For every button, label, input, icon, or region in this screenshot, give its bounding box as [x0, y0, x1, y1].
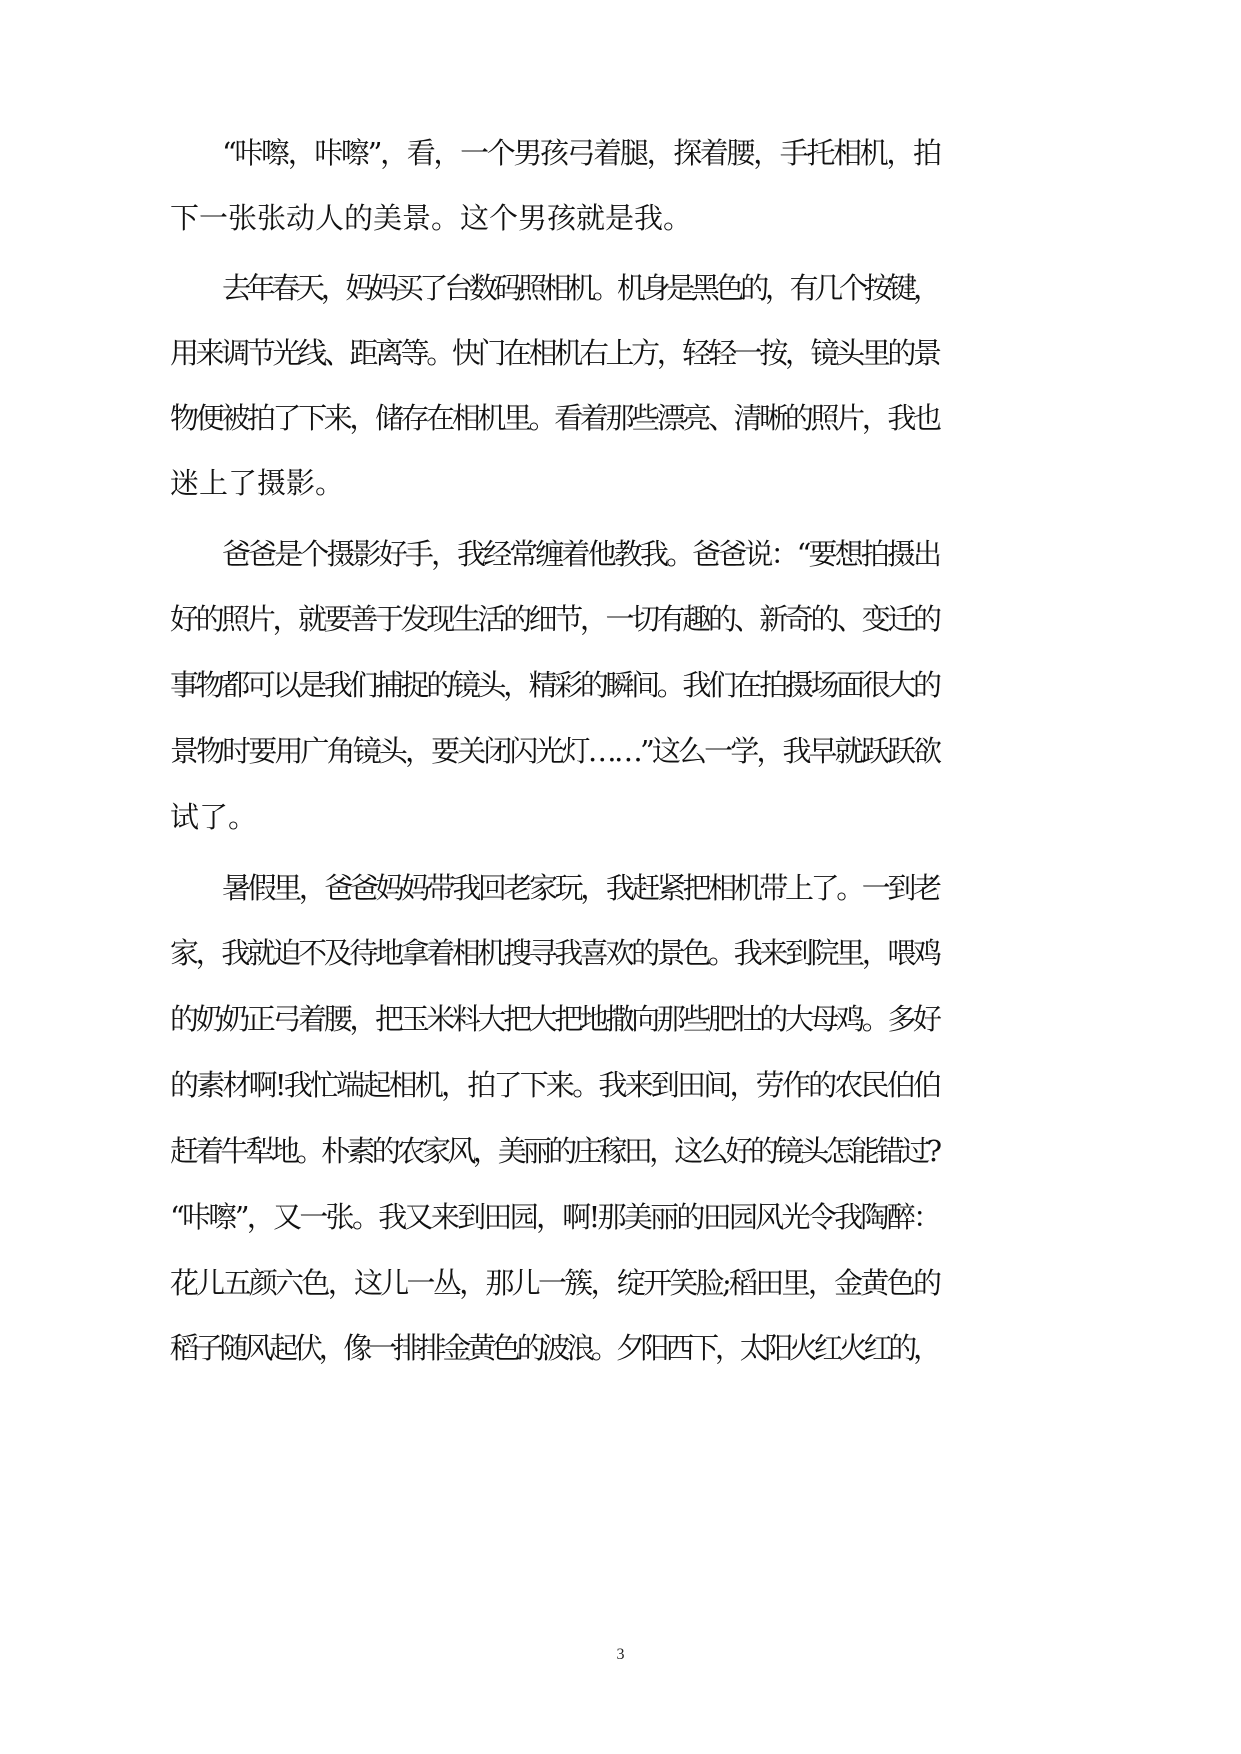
text-line: 景物时要用广角镜头，要关闭闪光灯……”这么一学，我早就跃跃欲 [170, 734, 940, 768]
text-line: “咔嚓，咔嚓”，看，一个男孩弓着腿，探着腰，手托相机，拍 [222, 136, 940, 170]
text-line: 的奶奶正弓着腰，把玉米料大把大把地撒向那些肥壮的大母鸡。多好 [170, 1002, 939, 1036]
paragraph-3-line-5 [0, 787, 1241, 847]
page-number: 3 [616, 1646, 625, 1663]
paragraph-4-line-7 [0, 1253, 1241, 1313]
text-line: 物便被拍了下来，储存在相机里。看着那些漂亮、清晰的照片，我也 [170, 401, 939, 435]
paragraph-2-line-3 [0, 388, 1241, 448]
paragraph-3-line-3 [0, 655, 1241, 715]
text-line: 赶着牛犁地。朴素的农家风，美丽的庄稼田，这么好的镜头怎能错过? [170, 1134, 939, 1168]
paragraph-3-line-1 [0, 524, 1241, 584]
paragraph-2-line-4 [0, 453, 1241, 513]
paragraph-2-line-2 [0, 323, 1241, 383]
paragraph-4-line-2 [0, 923, 1241, 983]
paragraph-4-line-6 [0, 1187, 1241, 1247]
text-line: 的素材啊!我忙端起相机，拍了下来。我来到田间，劳作的农民伯伯 [170, 1068, 940, 1102]
paragraph-4-line-4 [0, 1055, 1241, 1115]
paragraph-4-line-8 [0, 1318, 1241, 1378]
paragraph-3-line-4 [0, 721, 1241, 781]
text-line: 家，我就迫不及待地拿着相机搜寻我喜欢的景色。我来到院里，喂鸡 [170, 936, 939, 970]
text-line: 暑假里，爸爸妈妈带我回老家玩，我赶紧把相机带上了。一到老 [222, 871, 939, 905]
text-line: 去年春天，妈妈买了台数码照相机。机身是黑色的，有几个按键， [222, 271, 938, 305]
paragraph-1-line-1 [0, 123, 1241, 183]
paragraph-3-line-2 [0, 589, 1241, 649]
text-line: 花儿五颜六色，这儿一丛，那儿一簇，绽开笑脸;稻田里，金黄色的 [170, 1266, 940, 1300]
paragraph-2-line-1 [0, 258, 1241, 318]
paragraph-4-line-5 [0, 1121, 1241, 1181]
text-line: 事物都可以是我们捕捉的镜头，精彩的瞬间。我们在拍摄场面很大的 [170, 668, 939, 702]
text-line: 下一张张动人的美景。这个男孩就是我。 [170, 201, 693, 235]
text-line: 试了。 [170, 800, 258, 834]
paragraph-1-line-2 [0, 188, 1241, 248]
paragraph-4-line-1 [0, 858, 1241, 918]
text-line: 用来调节光线、距离等。快门在相机右上方，轻轻一按，镜头里的景 [170, 336, 939, 370]
text-line: 爸爸是个摄影好手，我经常缠着他教我。爸爸说：“要想拍摄出 [222, 537, 940, 571]
text-line: 迷上了摄影。 [170, 466, 345, 500]
paragraph-4-line-3 [0, 989, 1241, 1049]
text-line: 稻子随风起伏，像一排排金黄色的波浪。夕阳西下，太阳火红火红的， [170, 1331, 938, 1365]
text-line: 好的照片，就要善于发现生活的细节，一切有趣的、新奇的、变迁的 [170, 602, 939, 636]
text-line: “咔嚓”，又一张。我又来到田园，啊!那美丽的田园风光令我陶醉： [170, 1200, 940, 1234]
